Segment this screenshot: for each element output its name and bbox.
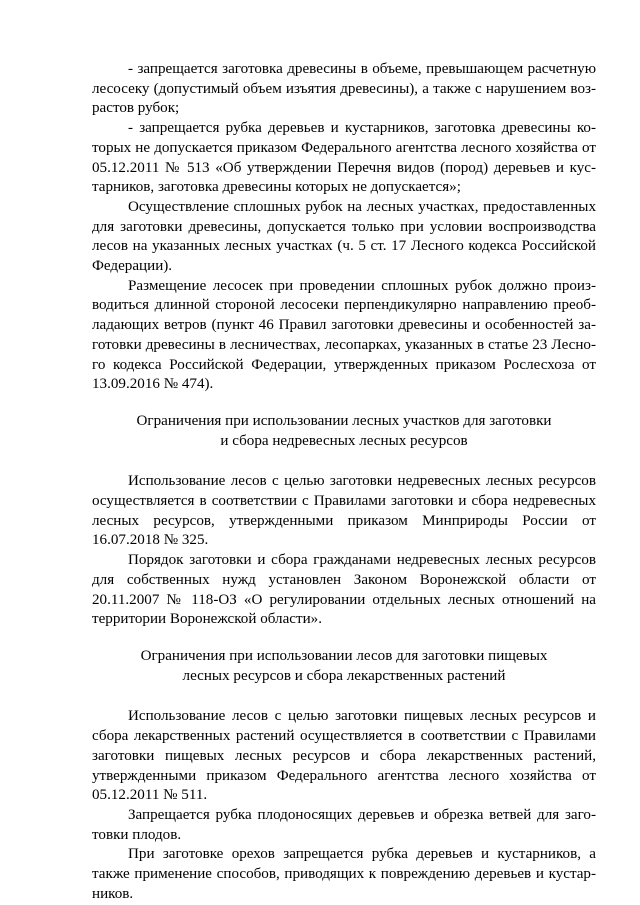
paragraph-species-restriction: - запрещается рубка деревьев и кустарников, заготовка древесины которых не допускается приказом Федерального агентства лесного хозяйства от 05.12.2011 № 513 «Об утверждении Перечня видов (пород) деревьев и кустарников, заготовка древесины которых не допускается»; [92,120,596,196]
section-heading-line: лесных ресурсов и сбора лекарственных растений [182,667,506,684]
paragraph-cutting-area-placement: Размещение лесосек при проведении сплошных рубок должно производиться длинной стороной лесосеки перпендикулярно направлению преобладающих ветров (пункт 46 Правил заготовки древесины и особенностей заготовки древесины в лесничествах, лесопарках, указанных в статье 23 Лесного кодекса Российской Федерации, утвержденных приказом Рослесхоза от 13.09.2016 № 474). [92,277,596,393]
paragraph-nut-harvesting: При заготовке орехов запрещается рубка деревьев и кустарников, а также применение способов, приводящих к повреждению деревьев и кустарников. [92,846,596,902]
section-heading-line: и сбора недревесных лесных ресурсов [220,432,468,449]
section-body-non-timber [92,472,596,630]
section-heading-food-resources [92,647,596,686]
section-body-food-resources [92,707,596,904]
paragraph-food-resources-rules: Использование лесов с целью заготовки пищевых лесных ресурсов и сбора лекарственных растений осуществляется в соответствии с Правилами заготовки пищевых лесных ресурсов и сбора лекарственных растений, утвержденными приказом Федерального агентства лесного хозяйства от 05.12.2011 № 511. [92,708,596,804]
paragraph-volume-restriction: - запрещается заготовка древесины в объеме, превышающем расчетную лесосеку (допустимый объем изъятия древесины), а также с нарушением возрастов рубок; [92,61,596,117]
section-heading-line: Ограничения при использовании лесных участков для заготовки [136,412,552,429]
section-heading-non-timber [92,412,596,451]
paragraph-non-timber-rules: Использование лесов с целью заготовки недревесных лесных ресурсов осуществляется в соответствии с Правилами заготовки и сбора недревесных лесных ресурсов, утвержденными приказом Минприроды России от 16.07.2018 № 325. [92,473,596,549]
paragraph-fruit-trees: Запрещается рубка плодоносящих деревьев и обрезка ветвей для заготовки плодов. [92,806,596,843]
paragraph-clear-cutting: Осуществление сплошных рубок на лесных участках, предоставленных для заготовки древесины, допускается только при условии воспроизводства лесов на указанных лесных участках (ч. 5 ст. 17 Лесного кодекса Российской Федерации). [92,198,596,275]
document-body [92,60,596,904]
section-heading-line: Ограничения при использовании лесов для заготовки пищевых [140,647,548,664]
paragraph-citizen-collection: Порядок заготовки и сбора гражданами недревесных лесных ресурсов для собственных нужд установлен Законом Воронежской области от 20.11.2007 № 118-ОЗ «О регулировании отдельных лесных отношений на территории Воронежской области». [92,552,596,628]
